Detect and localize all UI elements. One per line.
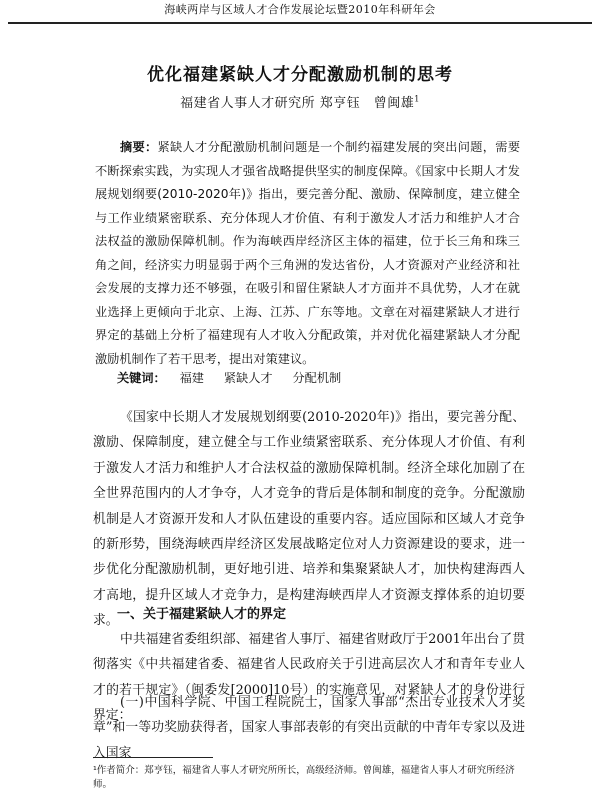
abstract (95, 136, 520, 371)
paper-title: 优化福建紧缺人才分配激励机制的思考 (147, 65, 453, 85)
body-paragraph-1: 《国家中长期人才发展规划纲要(2010-2020年)》指出，要完善分配、激励、保障制度，建立健全与工作业绩紧密联系、充分体现人才价值、有利于激发人才活力和维护人才合法权益的激励保障机制。经济全球化加剧了在全世界范围内的人才争夺，人才竞争的背后是体制和制度的竞争。分配激励机制是人才资源开发和人才队伍建设的重要内容。适应国际和区域人才竞争的新形势，围绕海峡西岸经济区发展战略定位对人力资源建设的要求，进一步优化分配激励机制，更好地引进、培养和集聚紧缺人才，加快构建海西人才高地，提升区域人才竞争力，是构建海峡西岸人才资源支撑体系的迫切要求。 (93, 410, 525, 629)
footnote-divider (93, 757, 213, 758)
section-heading-1: 一、关于福建紧缺人才的界定 (117, 607, 287, 622)
keywords-label: 关键词： (117, 371, 166, 385)
keywords (117, 369, 357, 386)
footnote: ¹作者简介：郑亨钰，福建省人事人才研究所所长，高级经济师。曾闽雄，福建省人事人才研究所经济师。 (93, 765, 515, 790)
keyword-item: 紧缺人才 (223, 371, 273, 385)
body-paragraph-2: 中共福建省委组织部、福建省人事厅、福建省财政厅于2001年出台了贯彻落实《中共福建省委、福建省人民政府关于引进高层次人才和青年专业人才的若干规定》（闽委发[2000]10号）的实施意见，对紧缺人才的身份进行界定： (93, 632, 525, 724)
author-names: 郑亨钰 曾闽雄 (319, 96, 415, 111)
keyword-item: 分配机制 (292, 371, 342, 385)
running-head-text: 海峡两岸与区域人才合作发展论坛暨2010年科研年会 (164, 3, 436, 16)
keyword-item: 福建 (179, 371, 204, 385)
abstract-label: 摘要： (120, 140, 158, 154)
author-affiliation: 福建省人事人才研究所 (180, 96, 316, 111)
body-paragraph-3: (一)中国科学院、中国工程院院士，国家人事部“杰出专业技术人才奖章”和一等功奖励获得者，国家人事部表彰的有突出贡献的中青年专家以及进入国家 (93, 695, 525, 761)
author-footnote-mark: 1 (414, 94, 420, 104)
running-head (8, 0, 592, 24)
abstract-text: 紧缺人才分配激励机制问题是一个制约福建发展的突出问题，需要不断探索实践，为实现人才强省战略提供坚实的制度保障。《国家中长期人才发展规划纲要(2010-2020年)》指出，要完善分配、激励、保障制度，建立健全与工作业绩紧密联系、充分体现人才价值、有利于激发人才活力和维护人才合法权益的激励保障机制。作为海峡西岸经济区主体的福建，位于长三角和珠三角之间，经济实力明显弱于两个三角洲的发达省份，人才资源对产业经济和社会发展的支撑力还不够强，在吸引和留住紧缺人才方面并不具优势，人才在就业选择上更倾向于北京、上海、江苏、广东等地。文章在对福建紧缺人才进行界定的基础上分析了福建现有人才收入分配政策，并对优化福建紧缺人才分配激励机制作了若干思考，提出对策建议。 (95, 140, 521, 366)
author-line (0, 92, 600, 111)
